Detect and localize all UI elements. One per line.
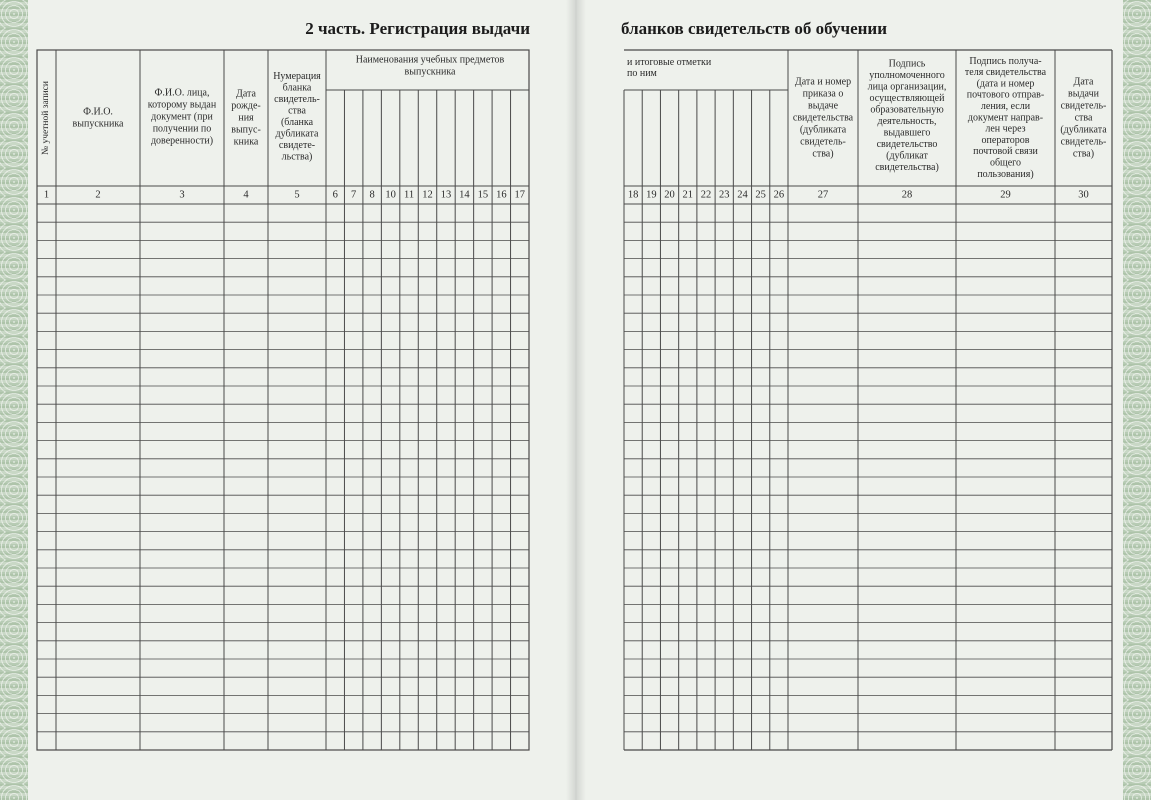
column-number: 18 (627, 189, 639, 201)
header-subjects: выпускника (404, 66, 456, 78)
header-blank-number: дубликата (275, 128, 319, 140)
header-issuer-signature: свидетельства) (875, 162, 939, 174)
column-number: 21 (682, 189, 694, 201)
column-number: 30 (1078, 189, 1089, 201)
header-issuer-signature: (дубликат (886, 150, 928, 162)
left-page-title: 2 часть. Регистрация выдачи (305, 19, 530, 38)
header-issuer-signature: Подпись (888, 58, 926, 70)
column-number: 14 (459, 189, 470, 201)
header-issuer-signature: деятельность, (877, 116, 937, 128)
header-recipient-name: которому выдан (147, 99, 217, 111)
header-recipient-signature: операторов (981, 134, 1030, 146)
header-recipient-signature: пользования) (977, 168, 1034, 180)
header-graduate-name: выпускника (72, 118, 124, 130)
header-issue-date: свидетель- (1060, 136, 1107, 148)
header-issuer-signature: выдавшего (883, 127, 931, 139)
header-recipient-name: получении по (152, 123, 212, 135)
header-order-date: (дубликата (799, 124, 847, 136)
column-number: 16 (496, 189, 507, 201)
column-number: 27 (817, 189, 829, 201)
header-recipient-signature: лен через (985, 123, 1026, 135)
header-recipient-signature: почтового отправ- (966, 89, 1045, 101)
header-issuer-signature: лица организации, (867, 81, 947, 93)
header-blank-number: (бланка (280, 117, 314, 129)
header-record-number: № учетной записи (41, 81, 52, 155)
header-issue-date: Дата (1073, 76, 1094, 88)
header-recipient-signature: ления, если (980, 100, 1031, 112)
column-number: 25 (755, 189, 766, 201)
header-birth-date: Дата (236, 88, 256, 100)
header-birth-date: ния (238, 112, 254, 124)
column-number: 26 (773, 189, 785, 201)
header-issue-date: ства) (1072, 148, 1095, 160)
column-number: 28 (901, 189, 913, 201)
column-number: 22 (700, 189, 712, 201)
header-recipient-signature: документ направ- (967, 112, 1044, 124)
column-number: 13 (440, 189, 452, 201)
column-number: 5 (294, 189, 300, 201)
header-issuer-signature: свидетельство (876, 139, 938, 151)
header-blank-number: бланка (282, 82, 312, 94)
header-recipient-name: документ (при (151, 111, 213, 123)
header-recipient-name: доверенности) (150, 135, 214, 147)
header-blank-number: льства) (281, 151, 313, 163)
header-recipient-signature: Подпись получа- (969, 55, 1042, 67)
column-number: 20 (664, 189, 675, 201)
header-birth-date: выпус- (231, 124, 261, 136)
column-number: 2 (95, 189, 101, 201)
header-recipient-signature: теля свидетельства (964, 67, 1047, 79)
header-recipient-signature: общего (989, 157, 1022, 169)
book-spine (566, 0, 586, 800)
header-issue-date: ства (1074, 112, 1093, 124)
header-blank-number: Нумерация (273, 71, 321, 83)
column-number: 3 (179, 189, 185, 201)
header-recipient-signature: почтовой связи (973, 146, 1038, 158)
header-issue-date: (дубликата (1060, 124, 1107, 136)
column-number: 15 (477, 189, 489, 201)
header-blank-number: ства (288, 105, 306, 117)
header-final-grades: по ним (627, 67, 657, 79)
header-birth-date: рожде- (231, 100, 261, 112)
column-number: 10 (385, 189, 396, 201)
column-number: 1 (43, 189, 50, 201)
header-order-date: свидетельства (792, 112, 854, 124)
header-recipient-signature: (дата и номер (976, 78, 1035, 90)
right-register-table (575, 0, 1151, 800)
column-number: 29 (1000, 189, 1011, 201)
header-birth-date: кника (233, 136, 259, 148)
header-final-grades: и итоговые отметки (627, 56, 712, 68)
header-order-date: выдаче (807, 100, 839, 112)
column-number: 11 (403, 189, 415, 201)
column-number: 6 (332, 189, 338, 201)
header-order-date: свидетель- (800, 136, 846, 148)
column-number: 8 (369, 189, 375, 201)
header-recipient-name: Ф.И.О. лица, (154, 87, 210, 99)
column-number: 24 (737, 189, 748, 201)
left-page (0, 0, 575, 800)
header-issuer-signature: осуществляющей (869, 93, 945, 105)
header-order-date: Дата и номер (794, 76, 852, 88)
column-number: 7 (351, 189, 357, 201)
header-issuer-signature: уполномоченного (869, 70, 945, 82)
header-blank-number: свидетель- (274, 94, 320, 106)
header-order-date: ства) (812, 148, 834, 160)
column-number: 4 (243, 189, 249, 201)
header-issuer-signature: образовательную (870, 104, 944, 116)
column-number: 17 (514, 189, 526, 201)
column-number: 12 (422, 189, 433, 201)
header-issue-date: свидетель- (1060, 100, 1107, 112)
left-register-table (0, 0, 575, 800)
column-number: 23 (718, 189, 730, 201)
header-subjects: Наименования учебных предметов (355, 54, 505, 66)
header-issue-date: выдачи (1068, 88, 1099, 100)
header-graduate-name: Ф.И.О. (83, 106, 113, 118)
header-order-date: приказа о (802, 88, 844, 100)
right-page-title: бланков свидетельств об обучении (621, 19, 888, 38)
column-number: 19 (646, 189, 657, 201)
header-blank-number: свидете- (278, 140, 316, 152)
right-page (575, 0, 1151, 800)
